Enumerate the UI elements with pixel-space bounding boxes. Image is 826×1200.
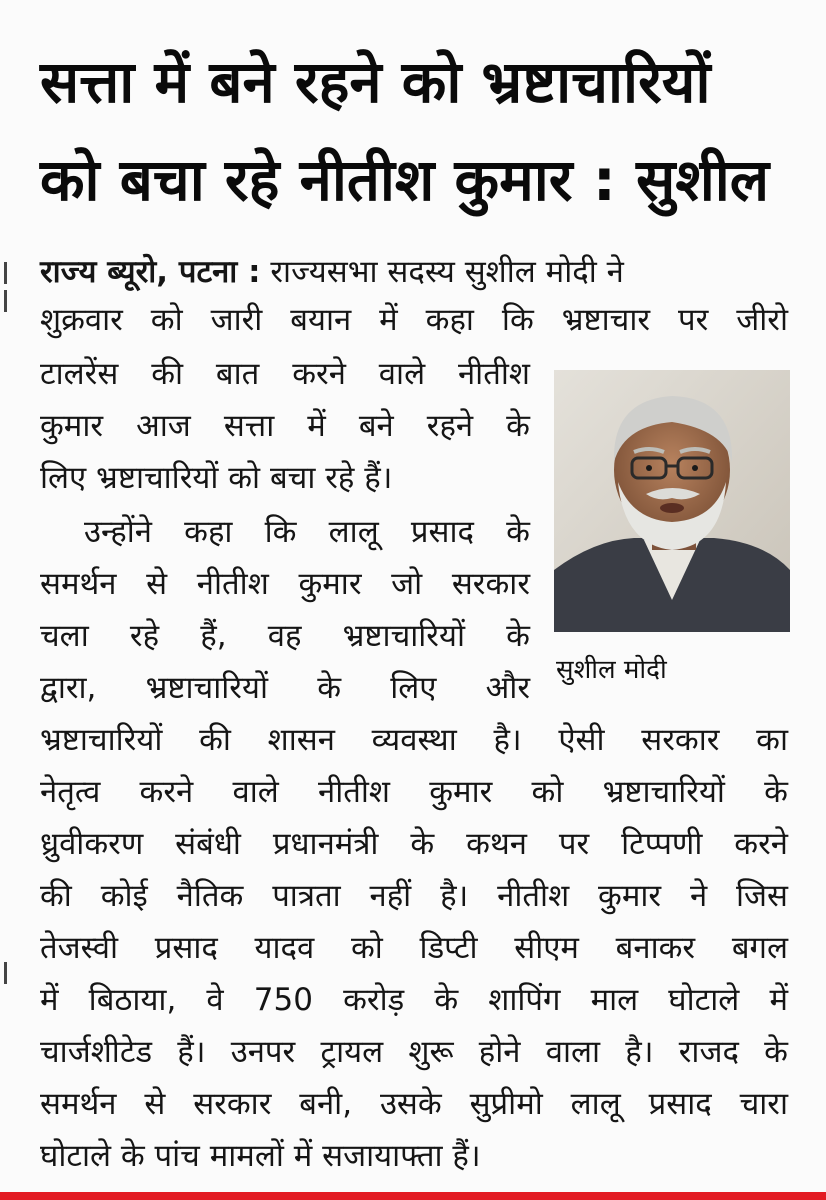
portrait-photo — [554, 370, 790, 632]
body-line: की कोई नैतिक पात्रता नहीं है। नीतीश कुमार ने जिस — [40, 878, 788, 914]
body-line: शुक्रवार को जारी बयान में कहा कि भ्रष्टाचार पर जीरो — [40, 302, 788, 338]
body-line: कुमार आज सत्ता में बने रहने के — [40, 408, 530, 444]
body-line: समर्थन से नीतीश कुमार जो सरकार — [40, 566, 530, 602]
bottom-red-rule — [0, 1192, 826, 1200]
margin-mark — [4, 962, 7, 984]
body-line: चला रहे हैं, वह भ्रष्टाचारियों के — [40, 618, 530, 654]
dateline: राज्य ब्यूरो, पटना : — [40, 254, 261, 290]
body-line: तेजस्वी प्रसाद यादव को डिप्टी सीएम बनाकर बगल — [40, 930, 788, 966]
body-line: चार्जशीटेड हैं। उनपर ट्रायल शुरू होने वाला है। राजद के — [40, 1034, 788, 1070]
body-line: लिए भ्रष्टाचारियों को बचा रहे हैं। — [40, 460, 393, 496]
headline-line-2: को बचा रहे नीतीश कुमार : सुशील — [40, 146, 770, 214]
margin-mark — [4, 262, 7, 284]
headline-line-1: सत्ता में बने रहने को भ्रष्टाचारियों — [40, 48, 711, 116]
body-line: घोटाले के पांच मामलों में सजायाफ्ता हैं। — [40, 1138, 481, 1174]
margin-mark — [4, 290, 7, 312]
body-line: में बिठाया, वे 750 करोड़ के शापिंग माल घोटाले में — [40, 982, 788, 1018]
body-line: भ्रष्टाचारियों की शासन व्यवस्था है। ऐसी सरकार का — [40, 722, 788, 758]
body-line — [40, 250, 788, 294]
body-line: उन्होंने कहा कि लालू प्रसाद के — [84, 514, 530, 550]
body-line: द्वारा, भ्रष्टाचारियों के लिए और — [40, 670, 530, 706]
body-line: समर्थन से सरकार बनी, उसके सुप्रीमो लालू प्रसाद चारा — [40, 1086, 788, 1122]
body-line: नेतृत्व करने वाले नीतीश कुमार को भ्रष्टाचारियों के — [40, 774, 788, 810]
body-line: ध्रुवीकरण संबंधी प्रधानमंत्री के कथन पर टिप्पणी करने — [40, 826, 788, 862]
photo-caption: सुशील मोदी — [556, 655, 667, 685]
body-text: राज्यसभा सदस्य सुशील मोदी ने — [260, 254, 624, 290]
body-line: टालरेंस की बात करने वाले नीतीश — [40, 356, 530, 392]
